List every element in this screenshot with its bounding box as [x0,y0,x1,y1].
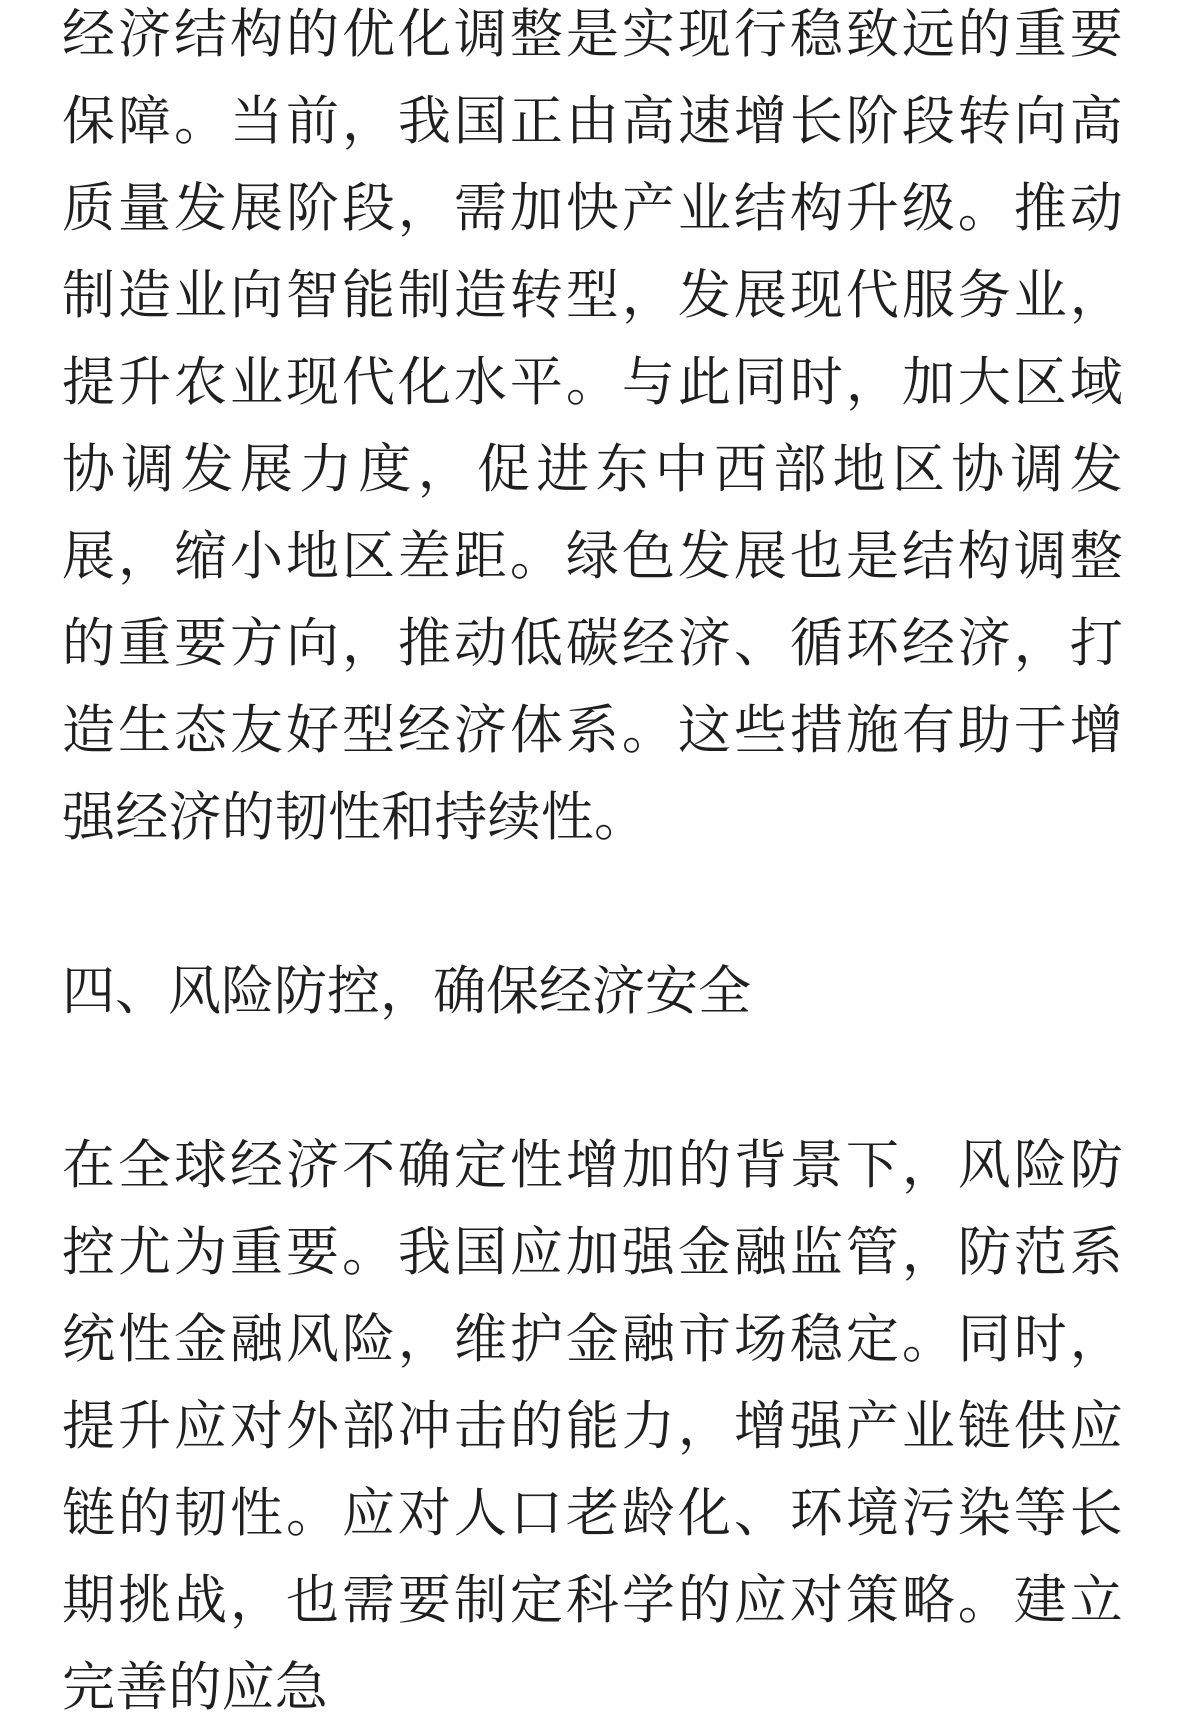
article-body [62,0,1123,1731]
paragraph-risk-control: 在全球经济不确定性增加的背景下，风险防控尤为重要。我国应加强金融监管，防范系统性金融风险，维护金融市场稳定。同时，提升应对外部冲击的能力，增强产业链供应链的韧性。应对人口老龄化、环境污染等长期挑战，也需要制定科学的应对策略。建立完善的应急 [62,1135,1123,1718]
section-heading-risk-control: 四、风险防控，确保经济安全 [62,961,751,1022]
paragraph-economic-structure: 经济结构的优化调整是实现行稳致远的重要保障。当前，我国正由高速增长阶段转向高质量发展阶段，需加快产业结构升级。推动制造业向智能制造转型，发展现代服务业，提升农业现代化水平。与此同时，加大区域协调发展力度，促进东中西部地区协调发展，缩小地区差距。绿色发展也是结构调整的重要方向，推动低碳经济、循环经济，打造生态友好型经济体系。这些措施有助于增强经济的韧性和持续性。 [62,4,1123,848]
